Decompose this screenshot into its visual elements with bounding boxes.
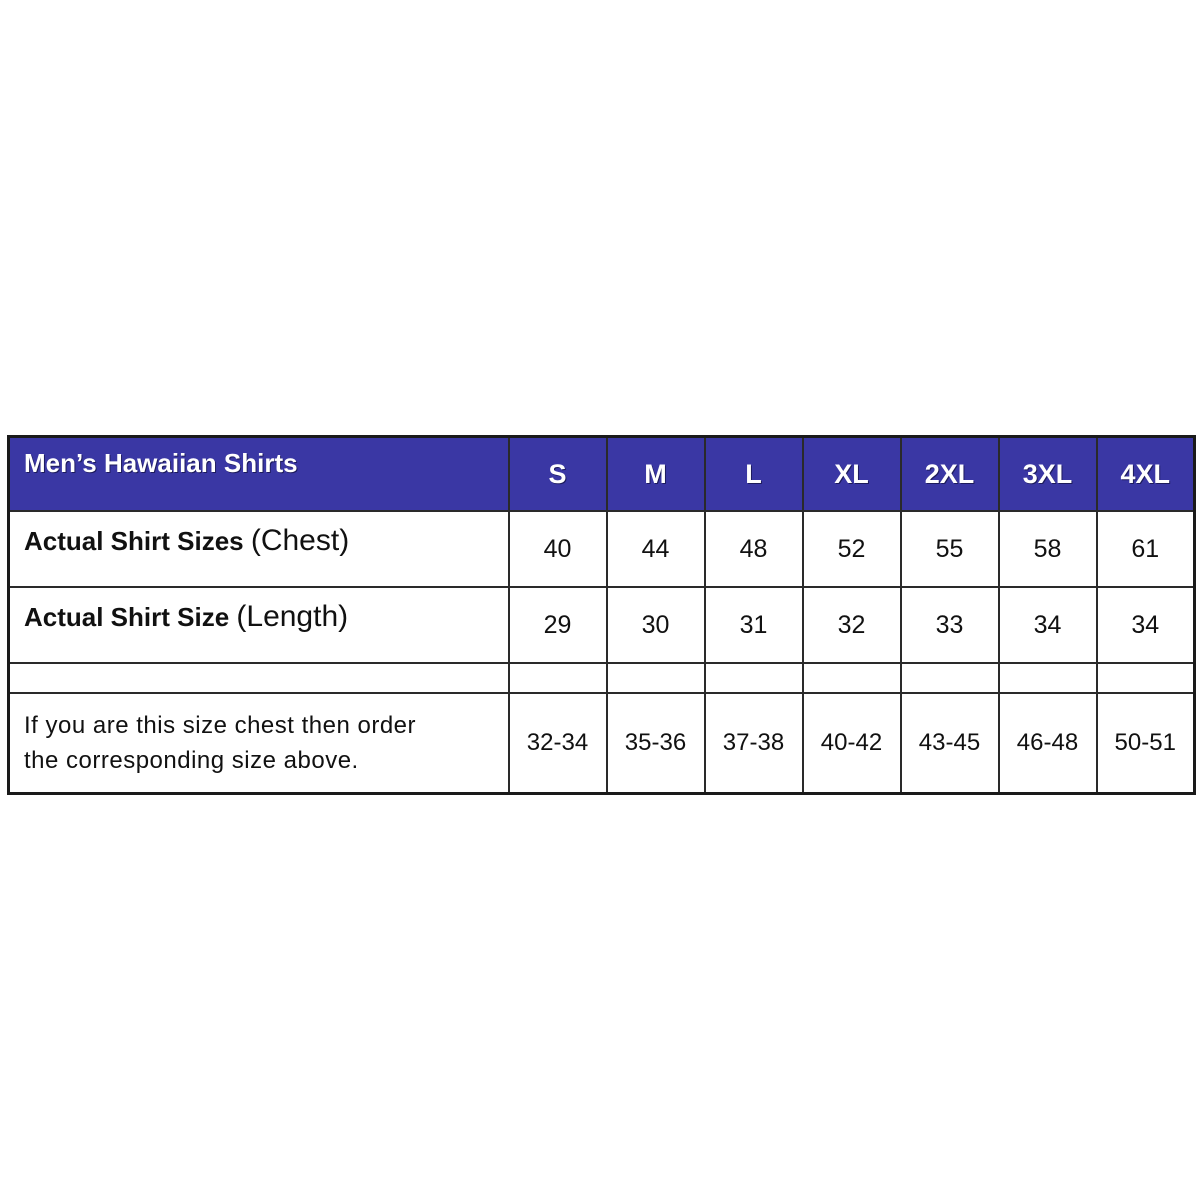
note-line-1: If you are this size chest then order (24, 712, 417, 739)
spacer-cell (1097, 663, 1195, 693)
guide-range-s: 32-34 (509, 693, 607, 794)
chest-value-s: 40 (509, 511, 607, 587)
length-row-label (9, 587, 509, 663)
guide-range-m: 35-36 (607, 693, 705, 794)
length-value-s: 29 (509, 587, 607, 663)
length-value-m: 30 (607, 587, 705, 663)
guide-range-4xl: 50-51 (1097, 693, 1195, 794)
guide-range-l: 37-38 (705, 693, 803, 794)
chest-row (9, 511, 1195, 587)
chest-row-label (9, 511, 509, 587)
length-label-main: Actual Shirt Size (24, 602, 237, 632)
length-value-l: 31 (705, 587, 803, 663)
chest-label-paren: (Chest) (250, 524, 350, 557)
spacer-cell (999, 663, 1097, 693)
length-value-3xl: 34 (999, 587, 1097, 663)
empty-spacer-row (9, 663, 1195, 693)
guide-range-xl: 40-42 (803, 693, 901, 794)
spacer-cell (9, 663, 509, 693)
size-header-2xl: 2XL (901, 437, 999, 512)
chest-guide-note (9, 693, 509, 794)
note-line-2: the corresponding size above. (24, 747, 359, 774)
size-header-3xl: 3XL (999, 437, 1097, 512)
guide-range-3xl: 46-48 (999, 693, 1097, 794)
chest-value-m: 44 (607, 511, 705, 587)
size-header-m: M (607, 437, 705, 512)
chest-value-l: 48 (705, 511, 803, 587)
chest-label-main: Actual Shirt Sizes (24, 526, 251, 556)
spacer-cell (901, 663, 999, 693)
length-label-paren: (Length) (236, 600, 349, 633)
length-value-2xl: 33 (901, 587, 999, 663)
chest-value-4xl: 61 (1097, 511, 1195, 587)
length-value-xl: 32 (803, 587, 901, 663)
spacer-cell (803, 663, 901, 693)
chest-value-xl: 52 (803, 511, 901, 587)
spacer-cell (509, 663, 607, 693)
chest-guide-row (9, 693, 1195, 794)
size-header-s: S (509, 437, 607, 512)
guide-range-2xl: 43-45 (901, 693, 999, 794)
table-header-row (9, 437, 1195, 512)
table-title: Men’s Hawaiian Shirts (9, 437, 509, 512)
size-header-4xl: 4XL (1097, 437, 1195, 512)
length-value-4xl: 34 (1097, 587, 1195, 663)
chest-value-2xl: 55 (901, 511, 999, 587)
size-header-xl: XL (803, 437, 901, 512)
size-header-l: L (705, 437, 803, 512)
size-chart-table (7, 435, 1196, 795)
chest-value-3xl: 58 (999, 511, 1097, 587)
length-row (9, 587, 1195, 663)
spacer-cell (607, 663, 705, 693)
spacer-cell (705, 663, 803, 693)
